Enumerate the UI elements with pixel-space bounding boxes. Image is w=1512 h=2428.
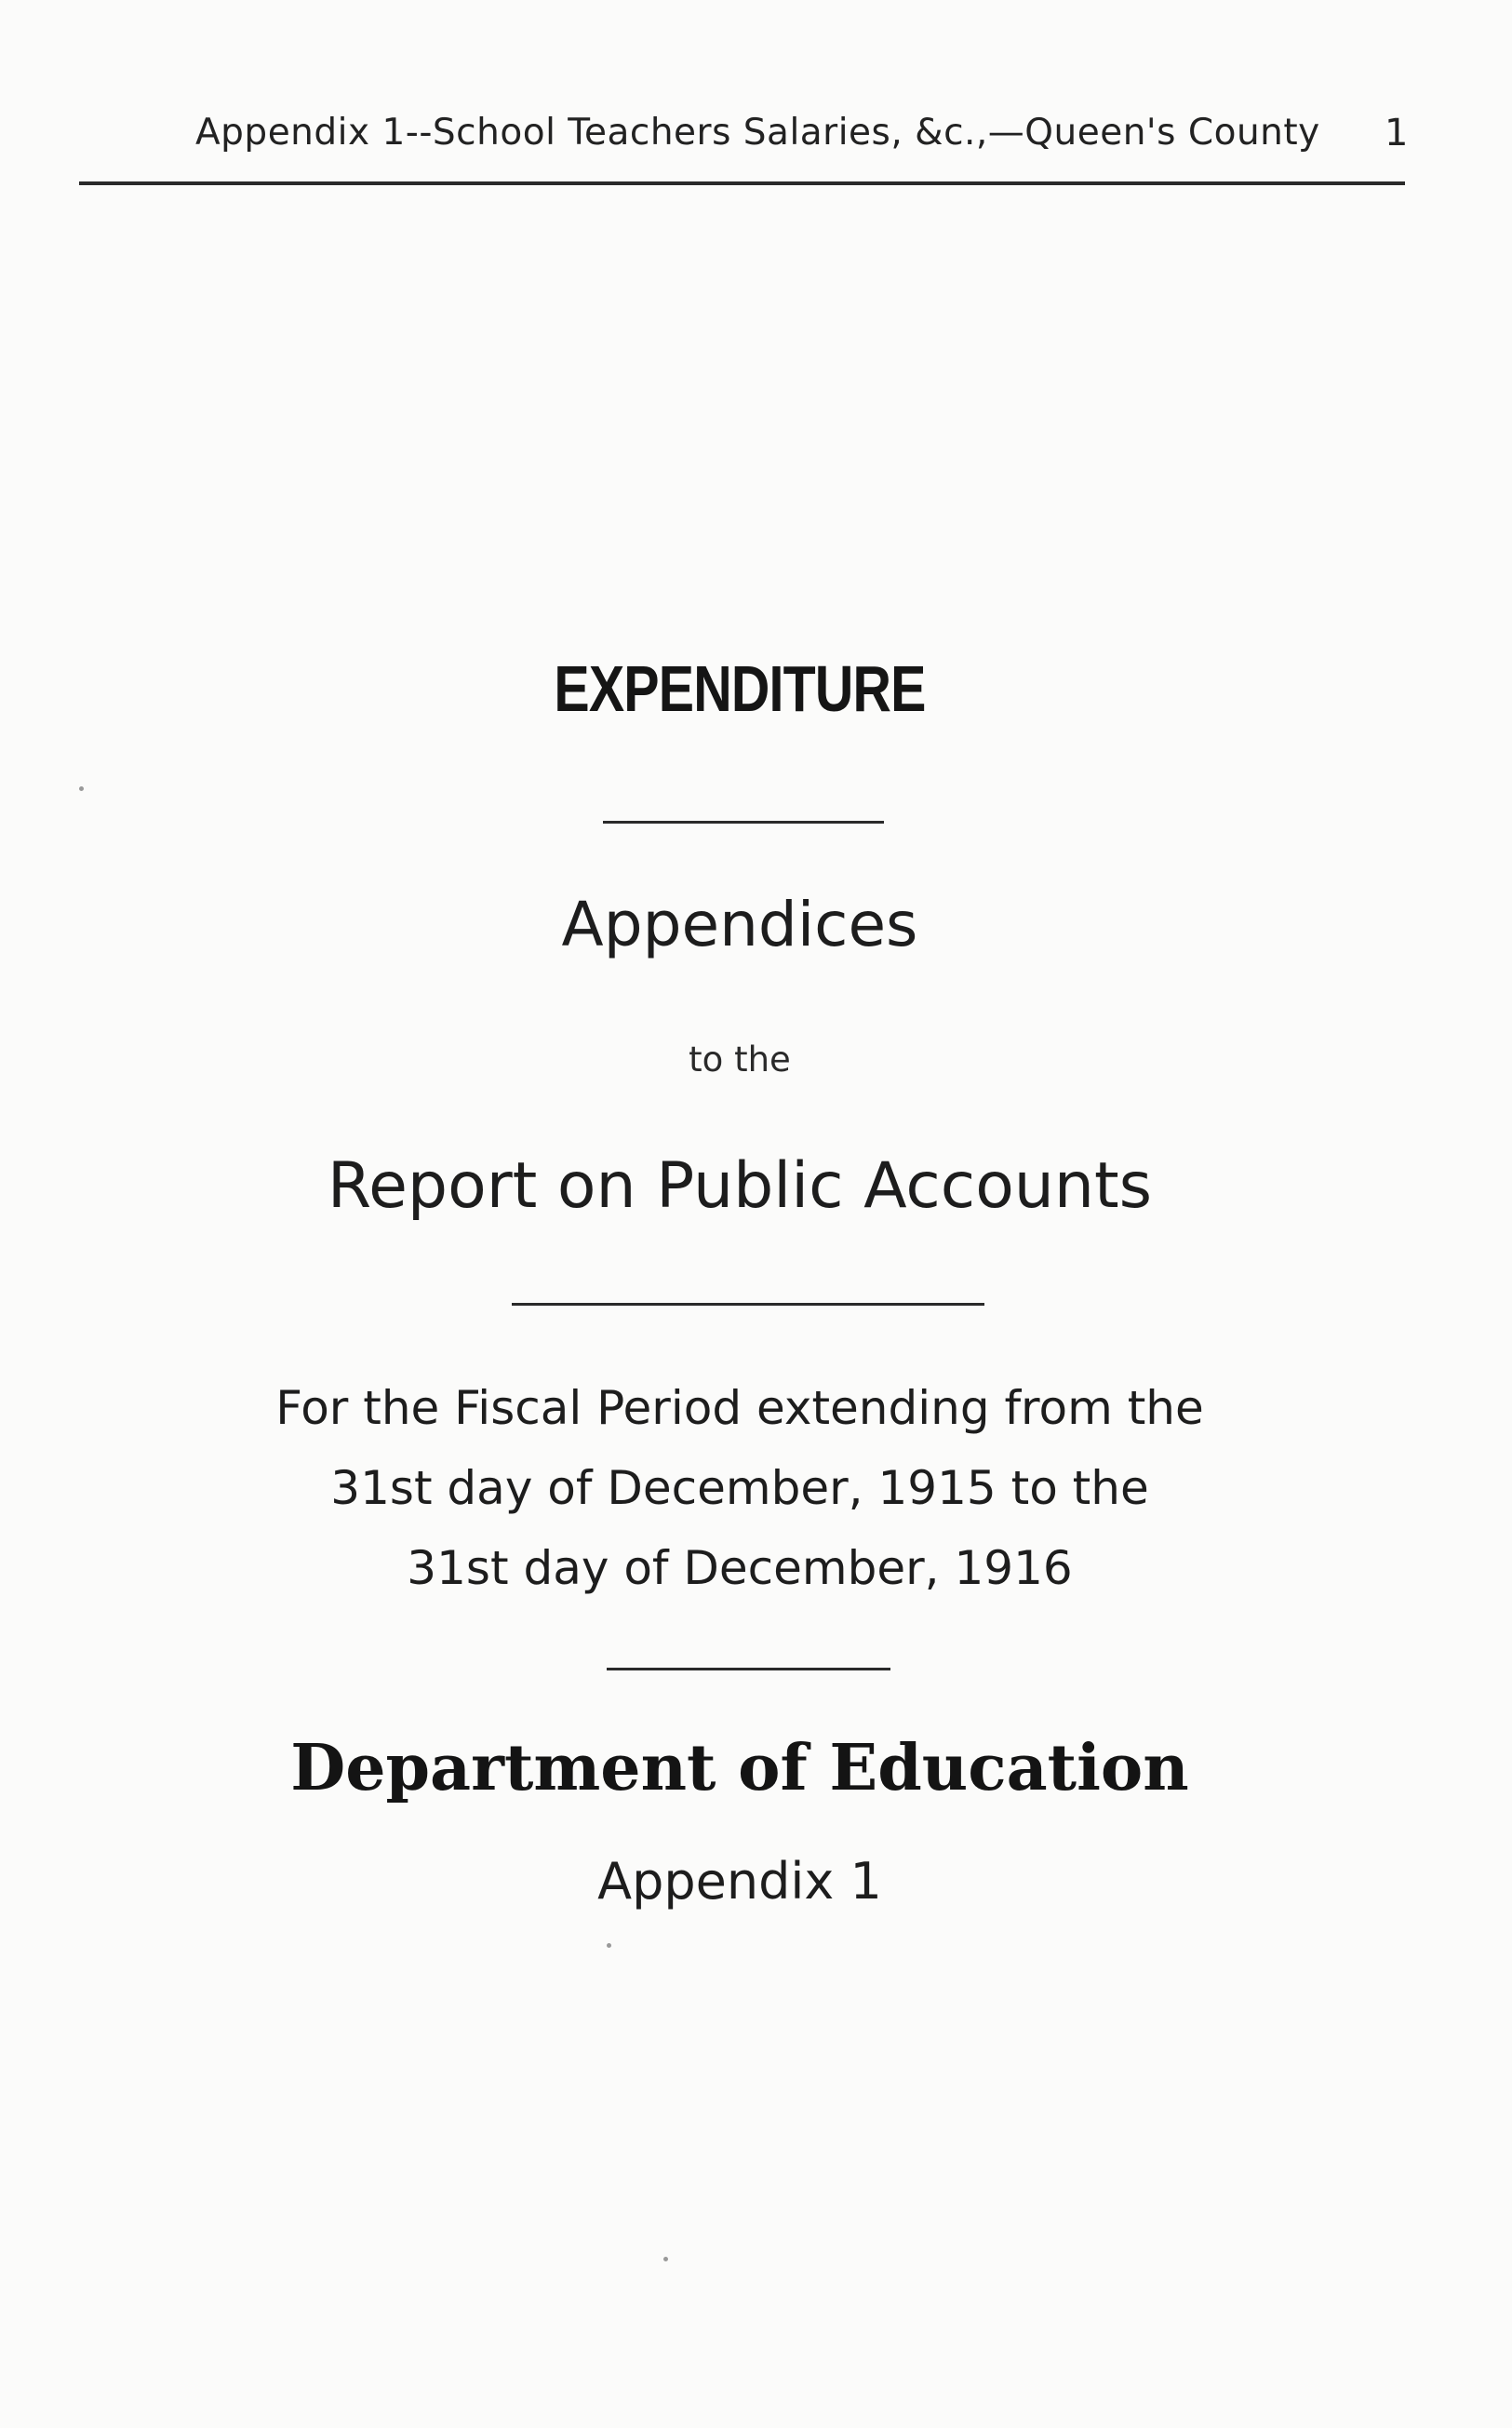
page-title: EXPENDITURE — [554, 652, 926, 725]
fiscal-period-line-3: 31st day of December, 1916 — [407, 1541, 1073, 1595]
appendix-label: Appendix 1 — [597, 1852, 882, 1911]
fiscal-period-line-2: 31st day of December, 1915 to the — [330, 1461, 1149, 1515]
fiscal-period-line-1: For the Fiscal Period extending from the — [275, 1381, 1204, 1435]
appendices-heading: Appendices — [561, 889, 918, 960]
divider-rule-3 — [607, 1668, 890, 1670]
paper-speck — [79, 786, 84, 791]
header-rule — [79, 181, 1405, 185]
divider-rule-2 — [512, 1303, 984, 1306]
paper-speck — [663, 2257, 668, 2261]
to-the-text: to the — [689, 1040, 791, 1080]
running-header: Appendix 1--School Teachers Salaries, &c.,—Queen's County — [195, 112, 1320, 154]
report-title: Report on Public Accounts — [327, 1149, 1153, 1223]
department-heading: Department of Education — [290, 1731, 1189, 1805]
page-number: 1 — [1385, 112, 1409, 154]
fiscal-period-block — [0, 1368, 1479, 1608]
divider-rule-1 — [603, 821, 884, 824]
paper-speck — [607, 1943, 611, 1948]
